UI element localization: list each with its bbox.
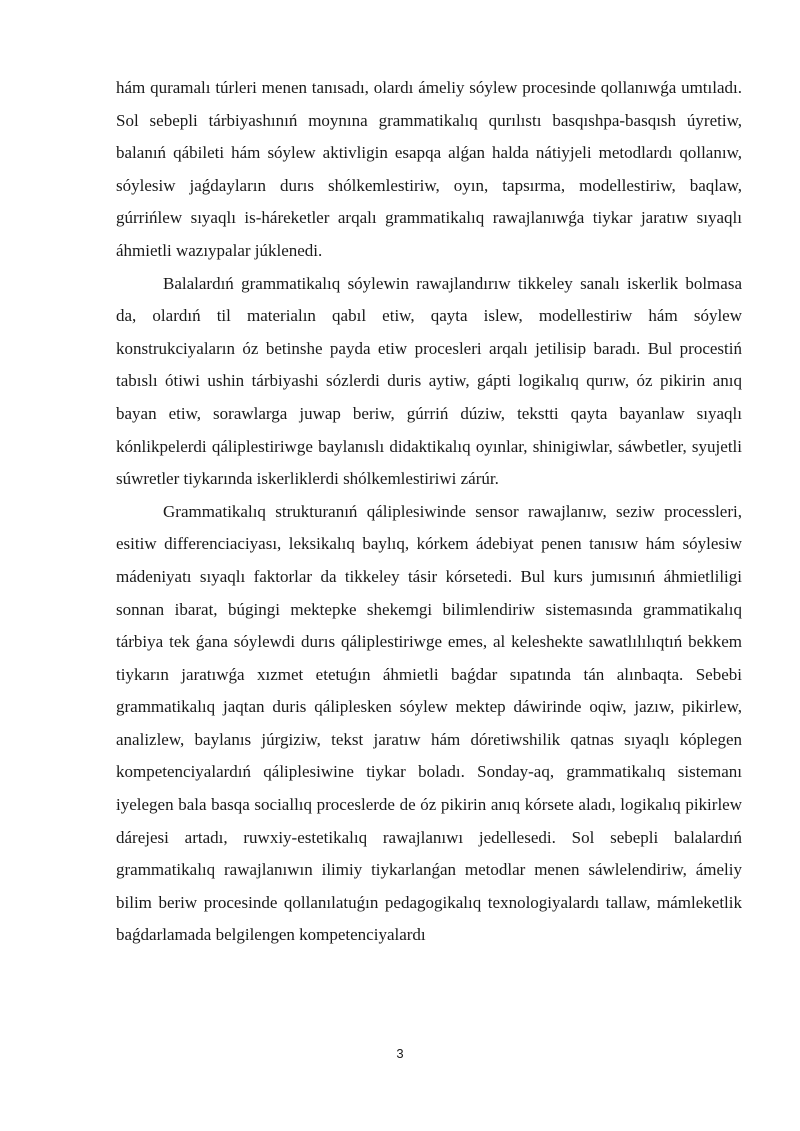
- paragraph-2: Balalardıń grammatikalıq sóylewin rawajlandırıw tikkeley sanalı iskerlik bolmasa da, olardıń til materialın qabıl etiw, qayta islew, modellestiriw hám sóylew konstrukciyaların óz betinshe payda etiw procesleri arqalı jetilisip baradı. Bul procestiń tabıslı ótiwi ushin tárbiyashi sózlerdi duris aytiw, gápti logikalıq qurıw, óz pikirin anıq bayan etiw, sorawlarga juwap beriw, gúrriń dúziw, tekstti qayta bayanlaw sıyaqlı kónlikpelerdi qáliplestiriwge baylanıslı didaktikalıq oyınlar, shinigiwlar, sáwbetler, syujetli súwretler tiykarında iskerliklerdi shólkemlestiriwi zárúr.: [116, 273, 742, 489]
- paragraph-1: hám quramalı túrleri menen tanısadı, olardı ámeliy sóylew procesinde qollanıwǵa umtıladı. Sol sebepli tárbiyashınıń moynına grammatikalıq qurılıstı basqıshpa-basqısh úyretiw, balanıń qábileti hám sóylew aktivligin esapqa alǵan halda nátiyjeli metodlardı qollanıw, sóylesiw jaǵdayların durıs shólkemlestiriw, oyın, tapsırma, modellestiriw, baqlaw, gúrrińlew sıyaqlı is-háreketler arqalı grammatikalıq rawajlanıwǵa tiykar jaratıw sıyaqlı áhmietli wazıypalar júklenedi.: [116, 78, 742, 260]
- body-text: [116, 72, 742, 952]
- paragraph-3: Grammatikalıq strukturanıń qáliplesiwinde sensor rawajlanıw, seziw processleri, esitiw differenciaciyası, leksikalıq baylıq, kórkem ádebiyat penen tanısıw hám sóylesiw mádeniyatı sıyaqlı faktorlar da tikkeley tásir kórsetedi. Bul kurs jumısınıń áhmietliligi sonnan ibarat, búgingi mektepke shekemgi bilimlendiriw sistemasında grammatikalıq tárbiya tek ǵana sóylewdi durıs qáliplestiriwge emes, al keleshekte sawatlılılıqtıń bekkem tiykarın jaratıwǵa xızmet etetuǵın áhmietli baǵdar sıpatında tán alınbaqta. Sebebi grammatikalıq jaqtan duris qáliplesken sóylew mektep dáwirinde oqiw, jazıw, pikirlew, analizlew, baylanıs júrgiziw, tekst jaratıw hám dóretiwshilik qatnas sıyaqlı kóplegen kompetenciyalardıń qáliplesiwine tiykar boladı. Sonday-aq, grammatikalıq sistemanı iyelegen bala basqa sociallıq proceslerde de óz pikirin anıq kórsete aladı, logikalıq pikirlew dárejesi artadı, ruwxiy-estetikalıq rawajlanıwı jedellesedi. Sol sebepli balalardıń grammatikalıq rawajlanıwın ilimiy tiykarlanǵan metodlar menen sáwlelendiriw, ámeliy bilim beriw procesinde qollanılatuǵın pedagogikalıq texnologiyalardı tallaw, mámleketlik baǵdarlamada belgilengen kompetenciyalardı: [116, 501, 742, 945]
- page-number: 3: [396, 1046, 404, 1061]
